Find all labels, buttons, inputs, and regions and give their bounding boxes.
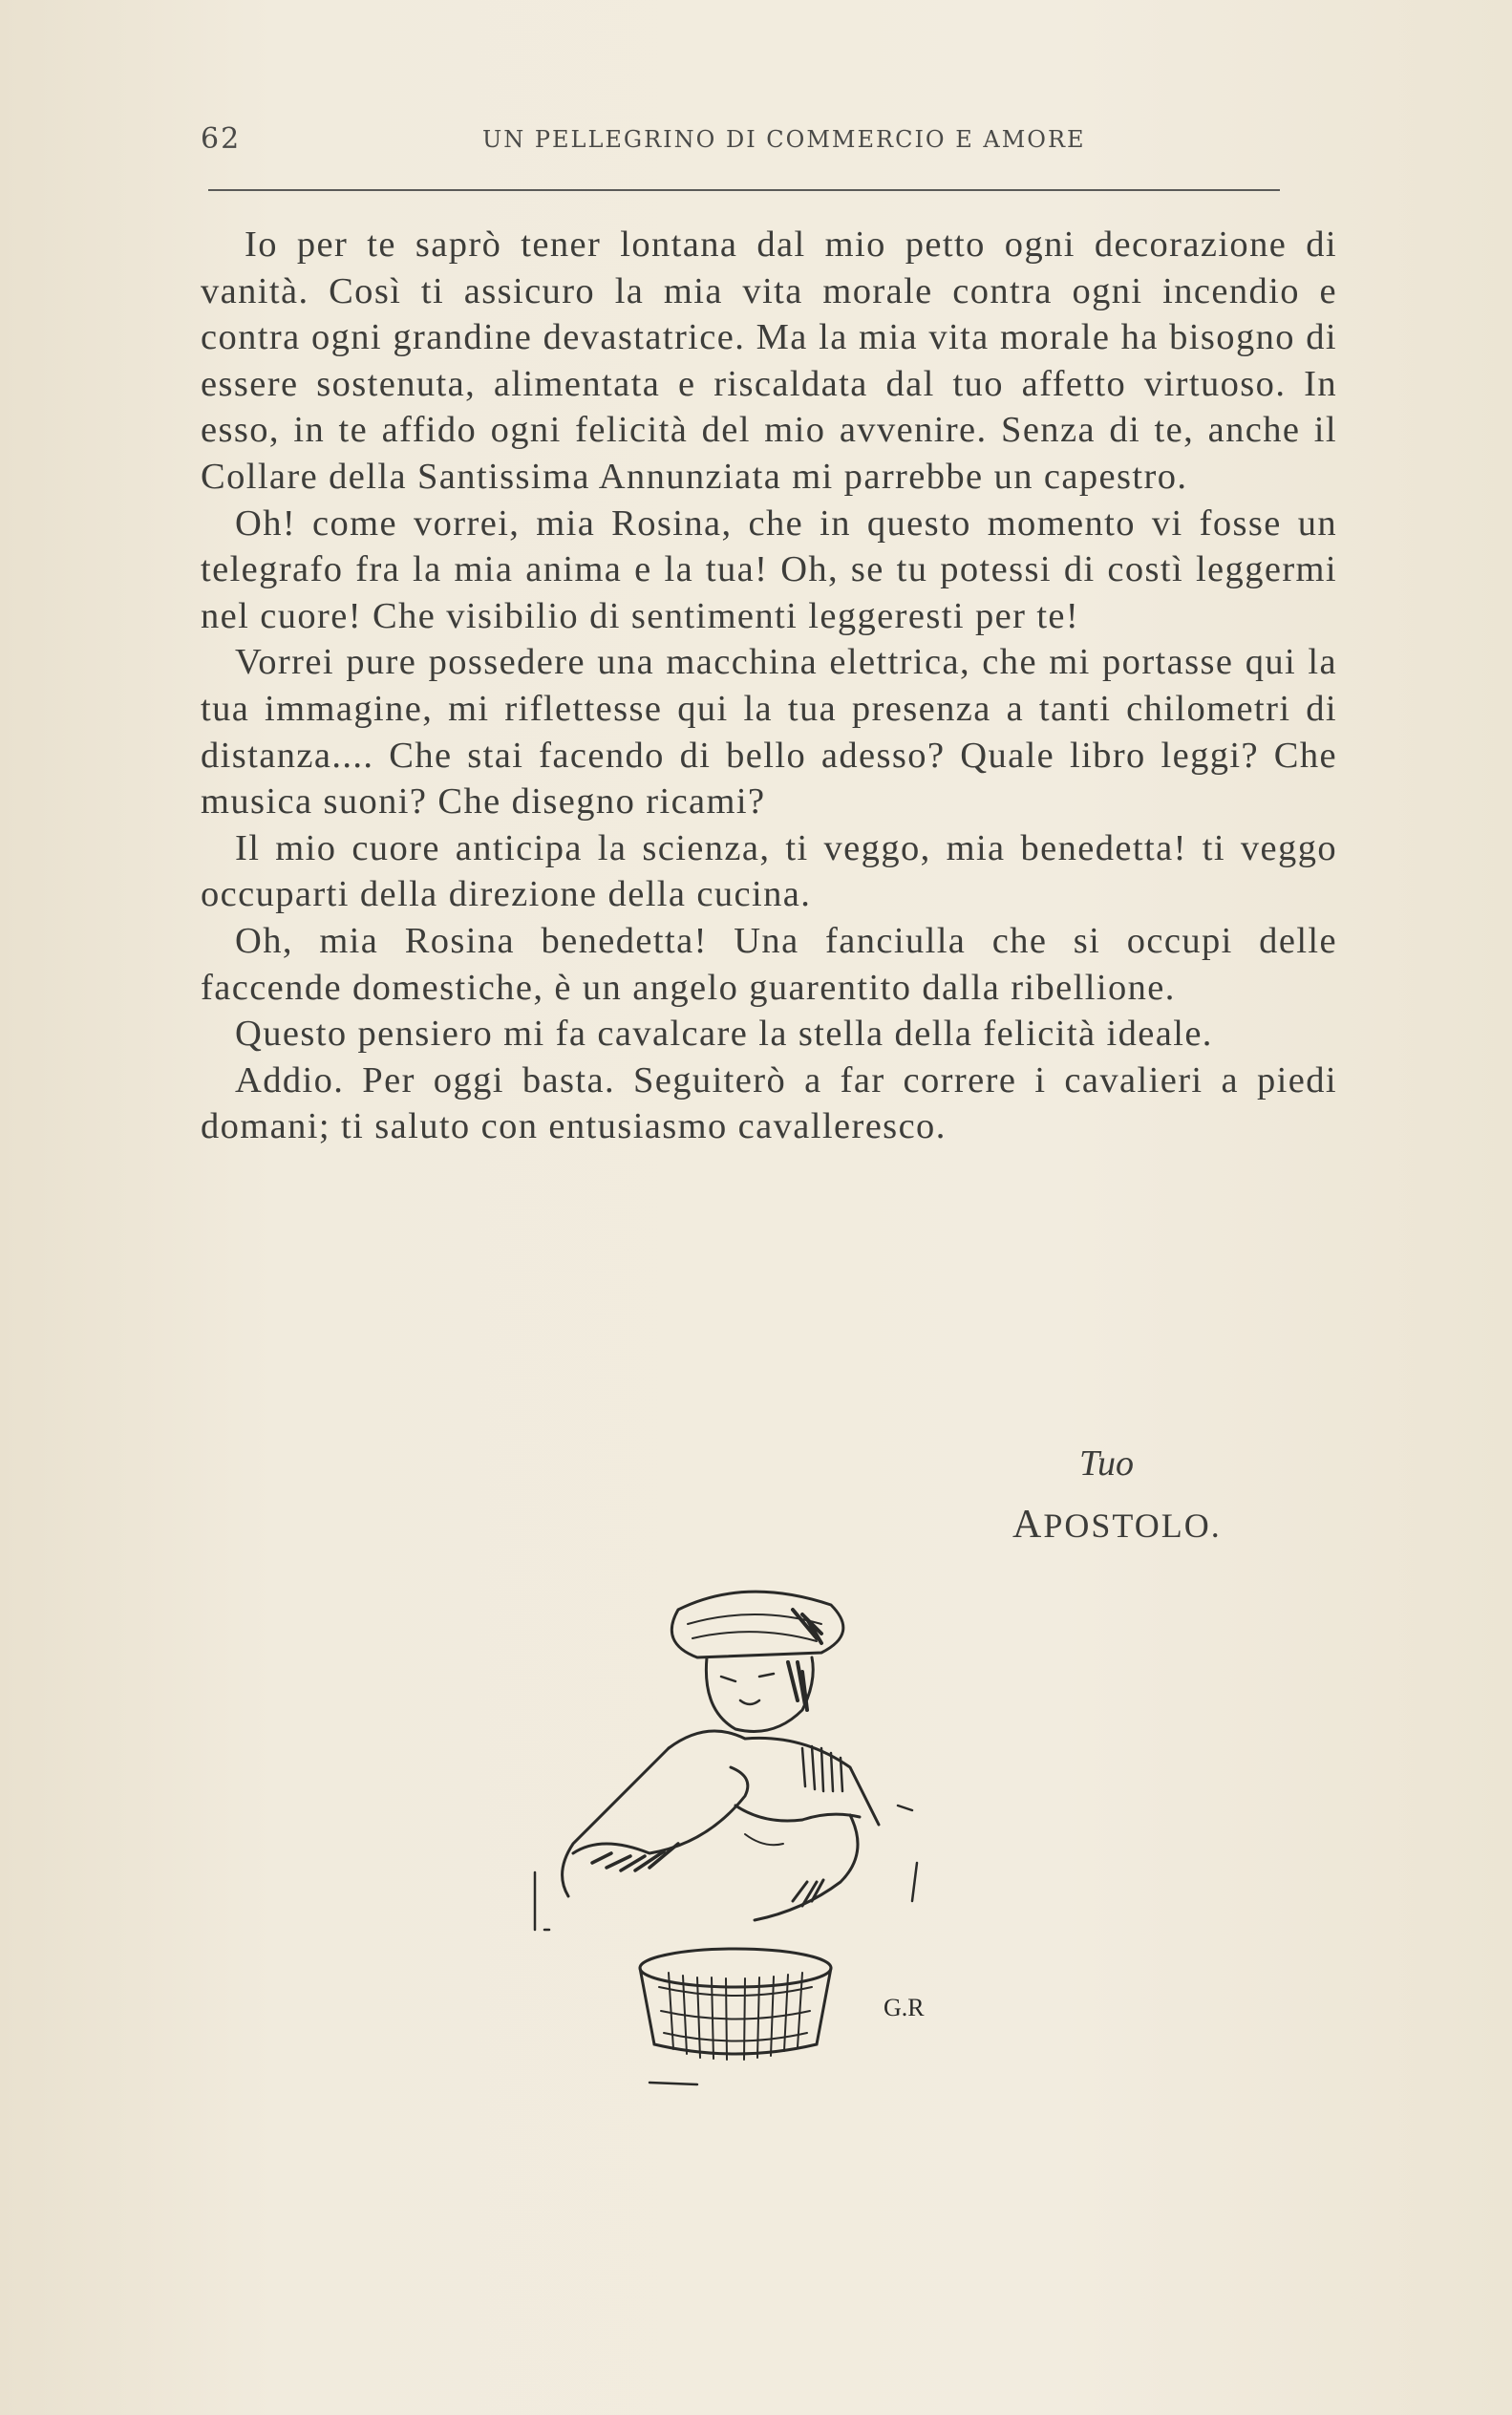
signature	[1012, 1502, 1222, 1548]
signature-rest: POSTOLO.	[1043, 1507, 1222, 1545]
paragraph: Oh, mia Rosina benedetta! Una fanciulla che si occupi delle faccende domestiche, è un angelo guarentito dalla ribellione.	[201, 920, 1337, 1008]
paragraph: Il mio cuore anticipa la scienza, ti veggo, mia benedetta! ti veggo occuparti della direzione della cucina.	[201, 827, 1337, 915]
paragraph: Io per te saprò tener lontana dal mio petto ogni decorazione di vanità. Così ti assicuro la mia vita morale contra ogni incendio e contra ogni grandine devastatrice. Ma la mia vita morale ha bisogno di essere sostenuta, alimentata e riscaldata dal tuo affetto virtuoso. In esso, in te affido ogni felicità del mio avvenire. Senza di te, anche il Collare della Santissima Annunziata mi parrebbe un capestro.	[201, 224, 1337, 497]
signature-initial: A	[1012, 1503, 1044, 1547]
paragraph: Vorrei pure possedere una macchina elettrica, che mi portasse qui la tua immagine, mi riflettesse qui la tua presenza a tanti chilometri di distanza.... Che stai facendo di bello adesso? Quale libro leggi? Che musica suoni? Che disegno ricami?	[201, 642, 1337, 823]
paragraph: Questo pensiero mi fa cavalcare la stella della felicità ideale.	[235, 1014, 1213, 1055]
page-number: 62	[201, 122, 242, 156]
running-title: UN PELLEGRINO DI COMMERCIO E AMORE	[482, 126, 1086, 153]
header-rule	[208, 189, 1280, 191]
paragraph: Oh! come vorrei, mia Rosina, che in questo momento vi fosse un telegrafo fra la mia anima e la tua! Oh, se tu potessi di costì leggermi nel cuore! Che visibilio di sentimenti leggeresti per te!	[201, 502, 1337, 636]
page-header	[201, 122, 1280, 160]
cook-illustration	[516, 1567, 974, 2102]
paragraph: Addio. Per oggi basta. Seguiterò a far correre i cavalieri a piedi domani; ti saluto con entusiasmo cavalleresco.	[201, 1059, 1337, 1147]
letter-body	[201, 222, 1337, 1150]
artist-monogram: G.R	[884, 1994, 925, 2021]
valediction: Tuo	[1079, 1443, 1135, 1484]
